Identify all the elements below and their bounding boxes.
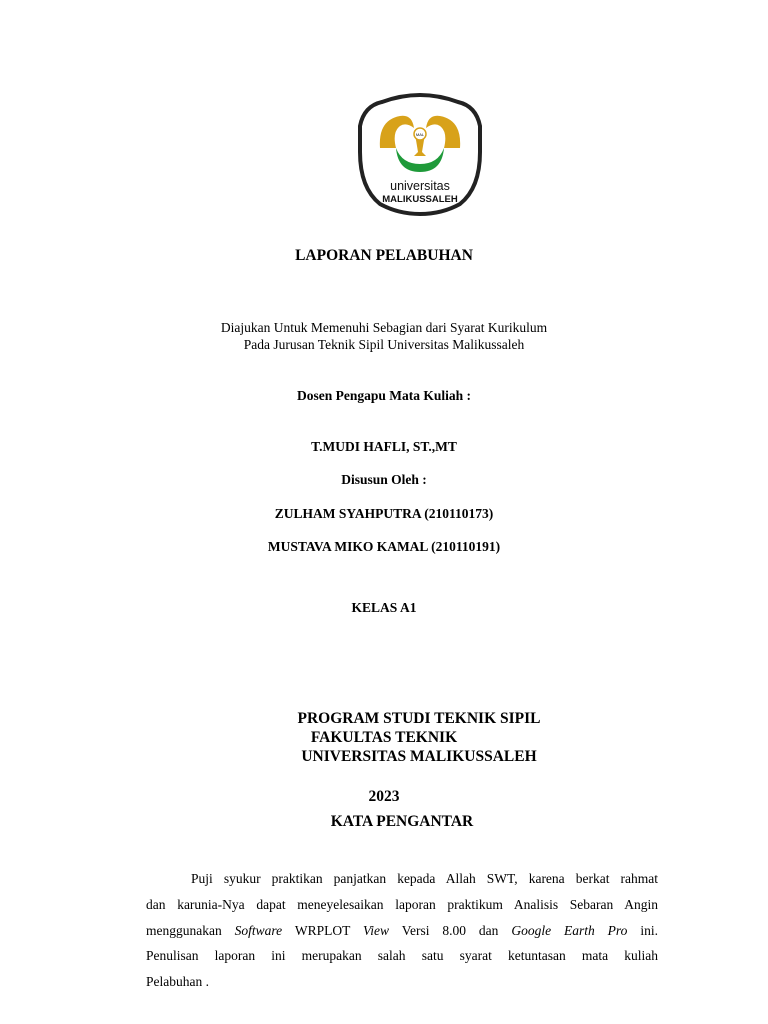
author-1: ZULHAM SYAHPUTRA (210110173) — [274, 506, 494, 521]
preface-line — [146, 866, 658, 892]
university-name: UNIVERSITAS MALIKUSSALEH — [301, 748, 537, 765]
subtitle-line-2: Pada Jurusan Teknik Sipil Universitas Malikussaleh — [243, 337, 525, 352]
program-name: PROGRAM STUDI TEKNIK SIPIL — [297, 710, 541, 727]
report-title: LAPORAN PELABUHAN — [295, 247, 473, 264]
preface-text: WRPLOT — [282, 922, 364, 938]
preface-line — [146, 892, 658, 918]
logo-emblem-text: MAL — [415, 132, 425, 137]
preface-text: Penulisan laporan ini merupakan salah satu syarat ketuntasan mata kuliah — [146, 948, 658, 964]
faculty-name: FAKULTAS TEKNIK — [310, 729, 458, 746]
lecturer-label: Dosen Pengapu Mata Kuliah : — [296, 388, 472, 403]
class-label: KELAS A1 — [351, 600, 417, 615]
preface-heading: KATA PENGANTAR — [330, 813, 474, 830]
year: 2023 — [368, 788, 400, 805]
logo-text-bottom: MALIKUSSALEH — [382, 194, 458, 205]
author-2: MUSTAVA MIKO KAMAL (210110191) — [267, 539, 501, 554]
preface-italic-term: Software — [234, 922, 283, 938]
preface-line — [146, 943, 658, 969]
preface-text: Versi 8.00 dan — [389, 922, 512, 938]
preface-line — [146, 969, 658, 995]
preface-text: Pelabuhan . — [146, 974, 209, 990]
preface-paragraph — [146, 866, 658, 995]
lecturer-name: T.MUDI HAFLI, ST.,MT — [311, 439, 457, 454]
preface-italic-term: View — [363, 922, 390, 938]
logo-text-top: universitas — [390, 179, 450, 193]
preface-text: ini. — [627, 922, 658, 938]
preface-text: dan karunia-Nya dapat meneyelesaikan laporan praktikum Analisis Sebaran Angin — [146, 896, 658, 912]
preface-italic-term: Google Earth Pro — [511, 922, 628, 938]
preface-text: Puji syukur praktikan panjatkan kepada Allah SWT, karena berkat rahmat — [191, 871, 658, 886]
subtitle-line-1: Diajukan Untuk Memenuhi Sebagian dari Syarat Kurikulum — [220, 320, 548, 335]
university-logo — [352, 92, 488, 216]
preface-text: menggunakan — [146, 922, 235, 938]
composed-by-label: Disusun Oleh : — [341, 472, 427, 487]
preface-line — [146, 918, 658, 944]
